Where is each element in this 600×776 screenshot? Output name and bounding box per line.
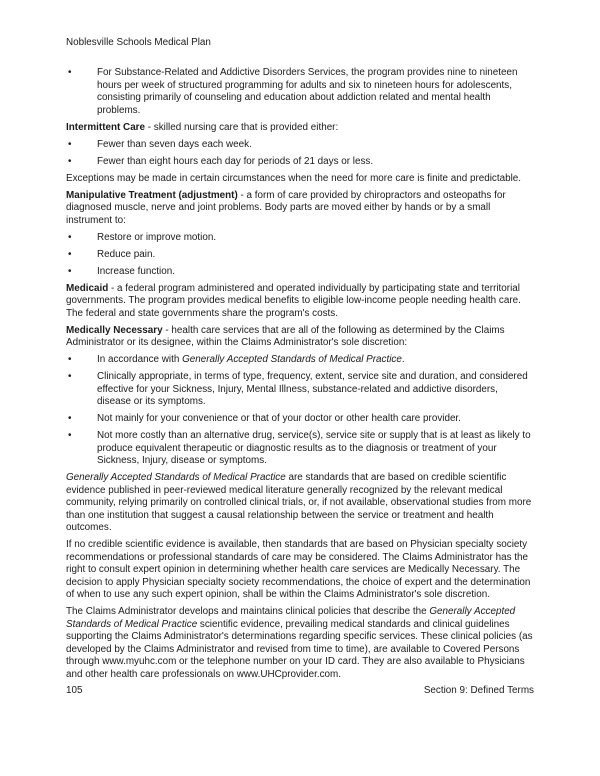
bullet-item — [66, 371, 534, 409]
bullet-marker: • — [68, 231, 72, 243]
bullet-marker: • — [68, 67, 72, 78]
bullet-marker: • — [68, 155, 72, 167]
page-number: 105 — [66, 685, 83, 696]
text-run: If no credible scientific evidence is available, then standards that are based on Physician specialty society recommendations or professional standards of care may be considered. The Claims Administrator has the right to consult expert opinion in determining whether health care services are Medically Necessary. The decision to apply Physician specialty society recommendations, the choice of expert and the determination of when to use any such expert opinion, shall be within the Claims Administrator's sole discretion. — [66, 539, 531, 600]
bullet-marker: • — [68, 248, 72, 260]
bullet-marker: • — [68, 354, 72, 365]
text-run: . — [401, 354, 405, 365]
text-run: - health care services that are all of the following as determined by the Claims Administrator or its designee, within the Claims Administrator's sole discretion: — [66, 324, 505, 348]
paragraph — [66, 606, 534, 681]
bullet-text — [97, 266, 534, 279]
bullet-text — [97, 371, 534, 409]
bullet-marker: • — [68, 413, 72, 424]
text-run-italic: Generally Accepted Standards of Medical Practice — [182, 354, 402, 365]
paragraph — [66, 283, 534, 321]
text-run: scientific evidence, prevailing medical standards and clinical guidelines supporting the Claims Administrator's determinations regarding specific services. These clinical policies (as developed by the Claims Administrator and revised from time to time), are available to Covered Persons through www.myuhc.com or the telephone number on your ID card. They are also available to Physicians and other health care professionals on www.UHCprovider.com. — [66, 618, 533, 680]
bullet-marker: • — [68, 138, 72, 150]
text-run-bold: Medically Necessary — [66, 324, 163, 336]
bullet-text — [97, 413, 534, 426]
bullet-item — [66, 139, 534, 152]
paragraph — [66, 325, 534, 350]
text-run: The Claims Administrator develops and maintains clinical policies that describe the — [66, 606, 430, 617]
bullet-item — [66, 156, 534, 169]
text-run: In accordance with — [97, 354, 183, 365]
bullet-text — [97, 156, 534, 169]
text-run: Reduce pain. — [97, 248, 156, 260]
text-run: - a federal program administered and operated individually by participating state and territorial governments. The program provides medical benefits to eligible low-income people needing health care. The federal and state governments share the program's costs. — [66, 282, 521, 319]
text-run: For Substance-Related and Addictive Disorders Services, the program provides nine to nineteen hours per week of structured programming for adults and six to nineteen hours for adolescents, consisting primarily of counseling and education about addiction related and mental health problems. — [97, 67, 518, 116]
bullet-text — [97, 139, 534, 152]
text-run: Not mainly for your convenience or that of your doctor or other health care provider. — [97, 413, 461, 424]
bullet-text — [97, 249, 534, 262]
text-run: - skilled nursing care that is provided either: — [145, 121, 339, 133]
text-run-bold: Manipulative Treatment (adjustment) — [66, 189, 238, 201]
page-header: Noblesville Schools Medical Plan — [66, 37, 211, 48]
text-run: Increase function. — [97, 265, 175, 277]
paragraph — [66, 122, 534, 135]
bullet-item — [66, 413, 534, 426]
bullet-text — [97, 354, 534, 367]
text-run-italic: Generally Accepted Standards of Medical Practice — [66, 606, 516, 630]
bullet-item — [66, 430, 534, 468]
text-run: Fewer than eight hours each day for periods of 21 days or less. — [97, 155, 374, 167]
paragraph — [66, 173, 534, 186]
bullet-text — [97, 430, 534, 468]
text-run-bold: Intermittent Care — [66, 121, 146, 133]
text-run: Clinically appropriate, in terms of type, frequency, extent, service site and duration, and considered effective for your Sickness, Injury, Mental Illness, substance-related and addictive disorders, disease or its symptoms. — [97, 371, 528, 407]
text-run: Restore or improve motion. — [97, 231, 217, 243]
footer-section-title: Section 9: Defined Terms — [423, 685, 534, 696]
text-run: Not more costly than an alternative drug, service(s), service site or supply that is at least as likely to produce equivalent therapeutic or diagnostic results as to the diagnosis or treatment of your Sickness, Injury, disease or symptoms. — [97, 430, 531, 466]
paragraph — [66, 539, 534, 602]
page-footer — [66, 685, 534, 698]
bullet-item — [66, 67, 534, 117]
bullet-item — [66, 232, 534, 245]
bullet-item — [66, 354, 534, 367]
text-run: are standards that are based on credible scientific evidence published in peer-reviewed medical literature generally recognized by the relevant medical community, relying primarily on controlled clinical trials, or, if not available, observational studies from more than one institution that suggest a causal relationship between the service or treatment and health outcomes. — [66, 472, 532, 533]
bullet-marker: • — [68, 371, 72, 382]
paragraph — [66, 190, 534, 228]
paragraph — [66, 472, 534, 535]
text-run: Fewer than seven days each week. — [97, 138, 252, 150]
text-run: Exceptions may be made in certain circumstances when the need for more care is finite and predictable. — [66, 172, 522, 184]
bullet-item — [66, 266, 534, 279]
bullet-item — [66, 249, 534, 262]
bullet-text — [97, 232, 534, 245]
text-run-bold: Medicaid — [66, 282, 109, 294]
text-run: - a form of care provided by chiropractors and osteopaths for diagnosed muscle, nerve and joint problems. Body parts are moved either by hands or by a small instrument to: — [66, 189, 506, 226]
bullet-text — [97, 67, 534, 117]
bullet-marker: • — [68, 265, 72, 277]
text-run-italic: Generally Accepted Standards of Medical Practice — [66, 472, 286, 483]
bullet-marker: • — [68, 430, 72, 441]
document-body — [66, 67, 534, 681]
